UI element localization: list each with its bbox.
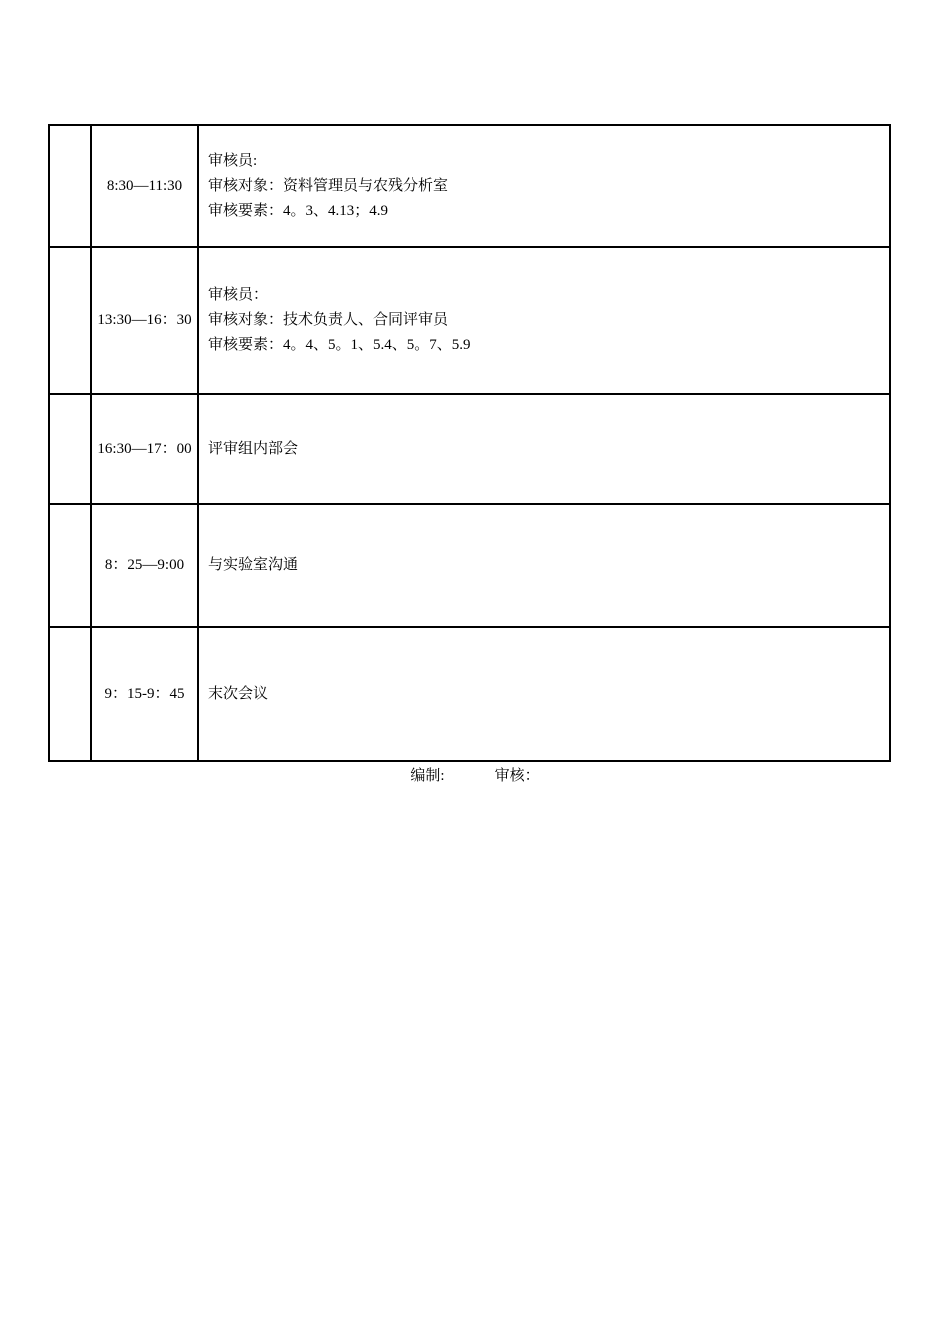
date-cell — [49, 247, 91, 394]
time-text: 13:30—16：30 — [97, 312, 192, 328]
audit-object-line: 审核对象：技术负责人、合同评审员 — [208, 312, 449, 328]
audit-object-line: 审核对象：资料管理员与农残分析室 — [208, 177, 449, 194]
activity-line: 与实验室沟通 — [208, 557, 299, 573]
time-text: 9：15-9：45 — [104, 685, 185, 702]
table-row — [49, 504, 890, 627]
time-cell — [91, 504, 198, 627]
date-cell — [49, 125, 91, 247]
time-text: 8:30—11:30 — [106, 177, 183, 194]
time-cell — [91, 247, 198, 394]
table-row — [49, 394, 890, 504]
date-cell — [49, 504, 91, 627]
time-cell — [91, 627, 198, 761]
prepared-by-label: 编制: — [410, 768, 445, 784]
table-row — [49, 627, 890, 761]
time-text: 8：25—9:00 — [104, 557, 185, 573]
content-cell — [198, 394, 890, 504]
schedule-table — [48, 124, 891, 762]
table-row — [49, 247, 890, 394]
time-cell — [91, 125, 198, 247]
activity-line: 末次会议 — [208, 685, 269, 702]
time-cell — [91, 394, 198, 504]
table-row — [49, 125, 890, 247]
auditor-line: 审核员： — [208, 287, 269, 303]
auditor-line: 审核员: — [208, 152, 258, 169]
date-cell — [49, 394, 91, 504]
time-text: 16:30—17：00 — [97, 440, 192, 457]
content-cell — [198, 125, 890, 247]
audit-element-line: 审核要素：4。4、5。1、5.4、5。7、5.9 — [208, 337, 471, 353]
activity-line: 评审组内部会 — [208, 440, 299, 457]
signature-footer — [0, 765, 950, 787]
date-cell — [49, 627, 91, 761]
content-cell — [198, 627, 890, 761]
audit-element-line: 审核要素：4。3、4.13；4.9 — [208, 202, 389, 219]
reviewed-by-label: 审核： — [494, 768, 540, 784]
content-cell — [198, 247, 890, 394]
content-cell — [198, 504, 890, 627]
